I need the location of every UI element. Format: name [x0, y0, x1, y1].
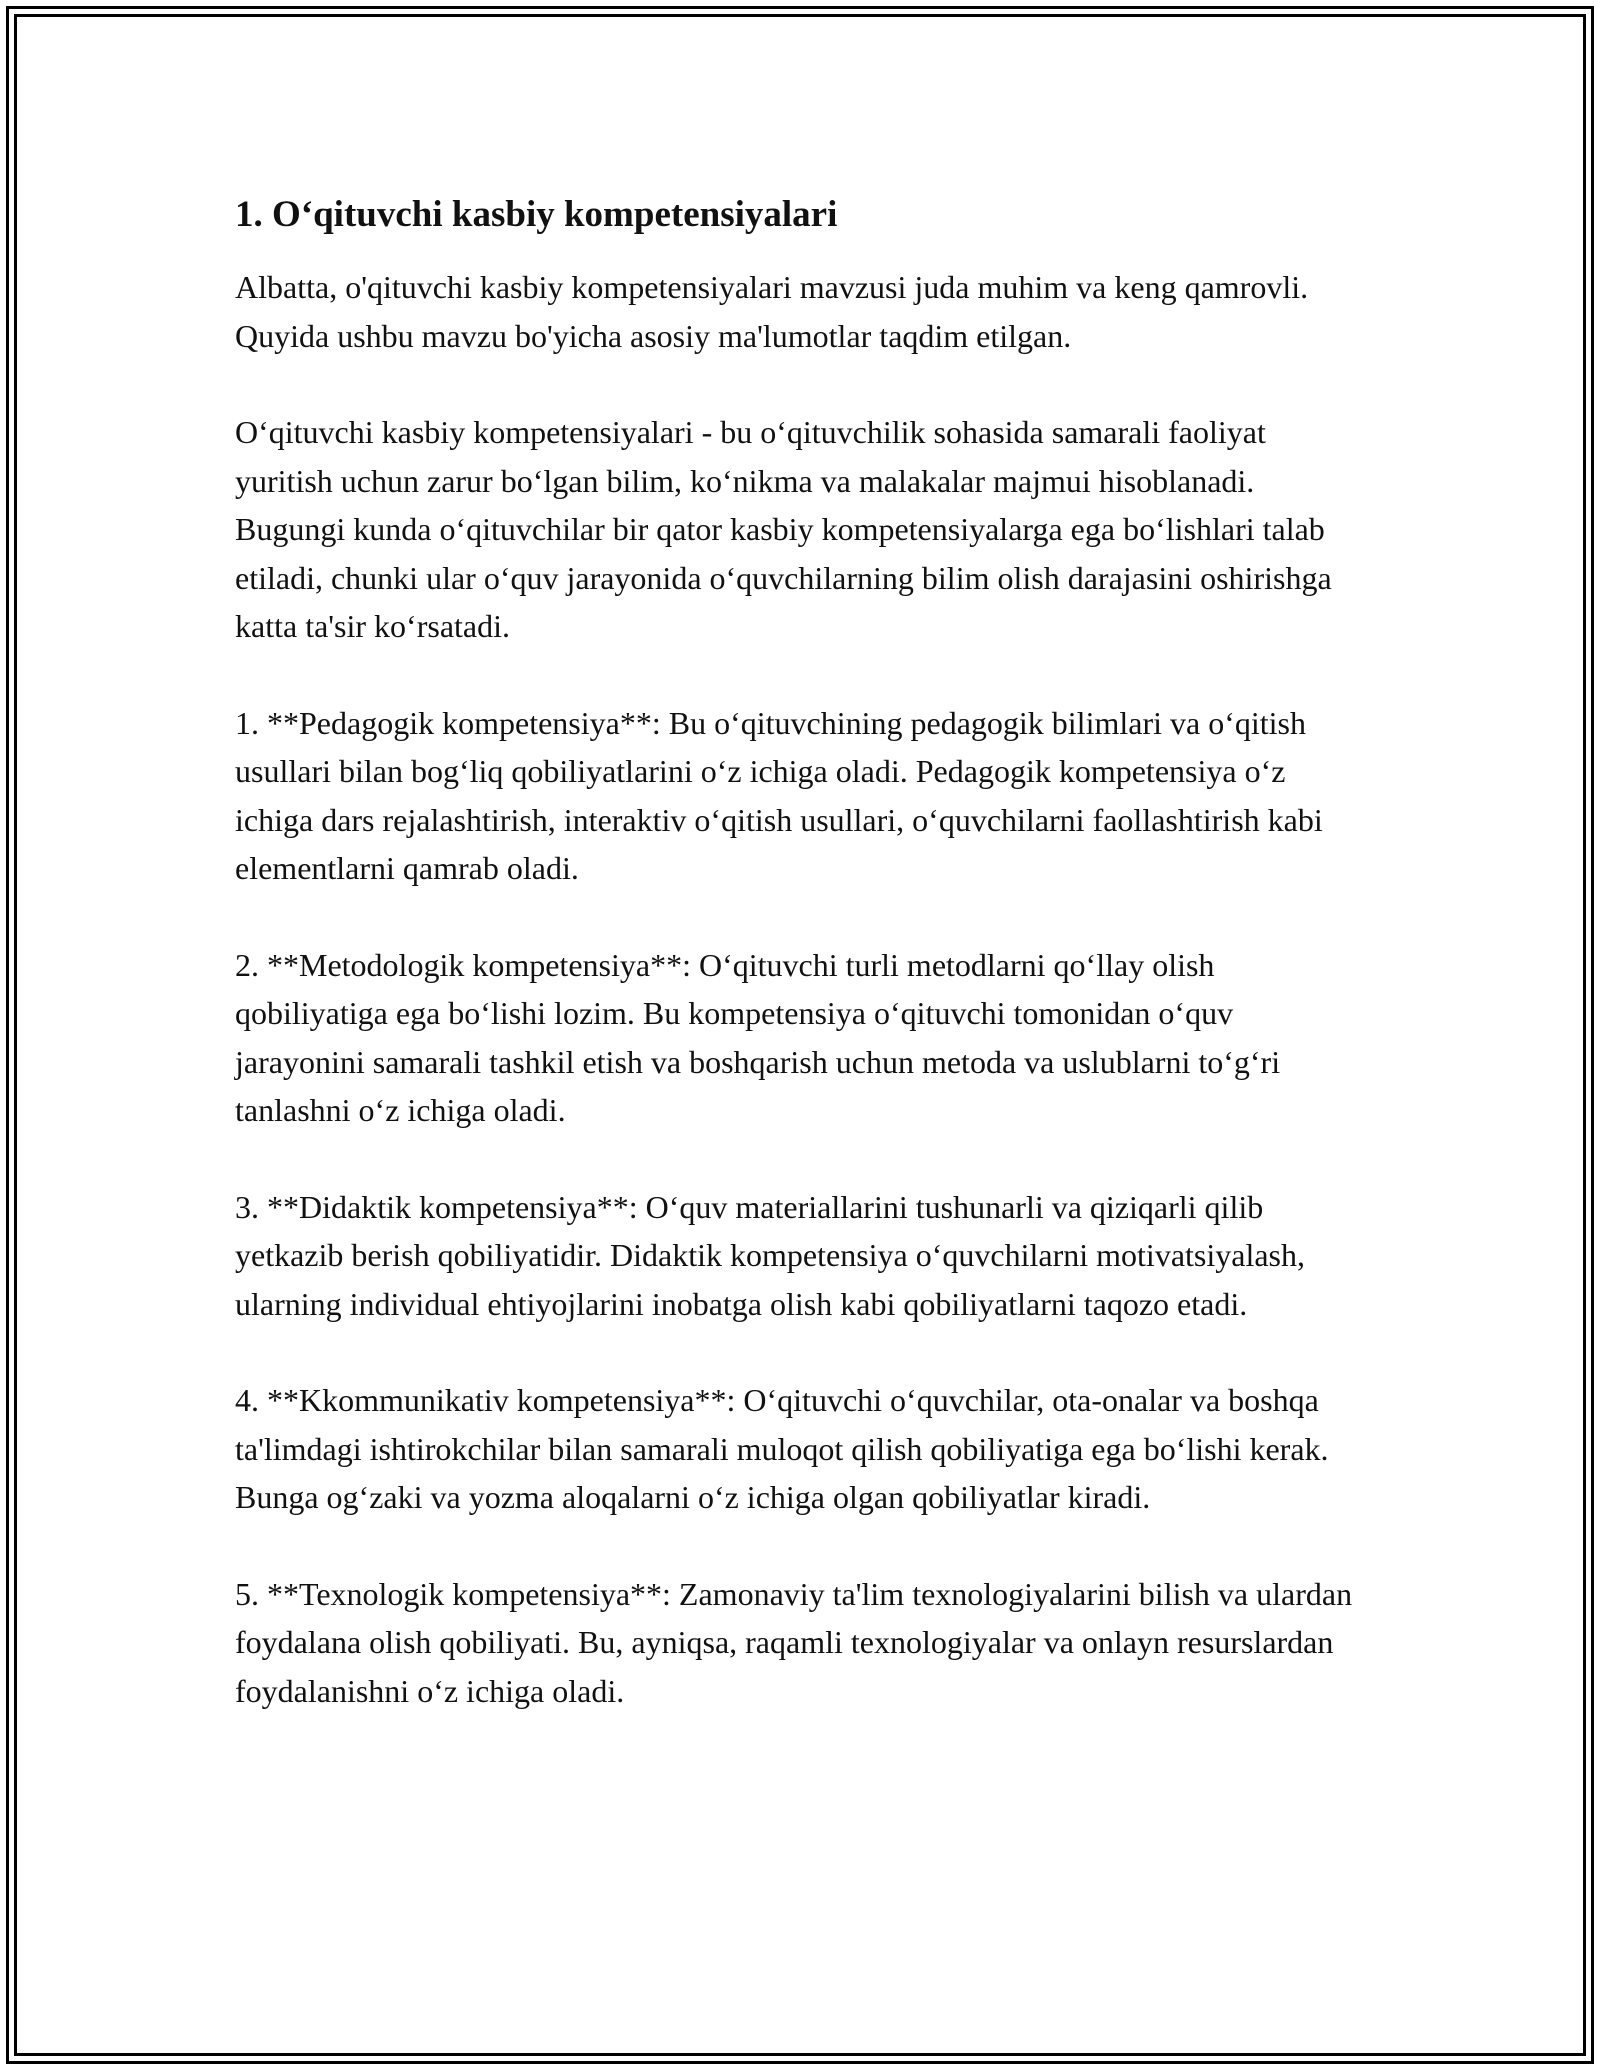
intro-paragraph: Albatta, o'qituvchi kasbiy kompetensiyalari mavzusi juda muhim va keng qamrovli. Quyida ushbu mavzu bo'yicha asosiy ma'lumotlar taqdim etilgan.: [235, 269, 1309, 354]
document-title: 1. O‘qituvchi kasbiy kompetensiyalari: [235, 194, 838, 235]
list-item-texnologik: 5. **Texnologik kompetensiya**: Zamonaviy ta'lim texnologiyalarini bilish va ulardan foydalana olish qobiliyati. Bu, ayniqsa, raqamli texnologiyalar va onlayn resurslardan foydalanishni o‘z ichiga oladi.: [235, 1575, 1353, 1709]
list-item-kommunikativ: 4. **Kkommunikativ kompetensiya**: O‘qituvchi o‘quvchilar, ota-onalar va boshqa ta'limdagi ishtirokchilar bilan samarali muloqot qilish qobiliyatiga ega bo‘lishi kerak. Bunga og‘zaki va yozma aloqalarni o‘z ichiga olgan qobiliyatlar kiradi.: [235, 1382, 1329, 1515]
definition-paragraph: O‘qituvchi kasbiy kompetensiyalari - bu o‘qituvchilik sohasida samarali faoliyat yuritish uchun zarur bo‘lgan bilim, ko‘nikma va malakalar majmui hisoblanadi. Bugungi kunda o‘qituvchilar bir qator kasbiy kompetensiyalarga ega bo‘lishlari talab etiladi, chunki ular o‘quv jarayonida o‘quvchilarning bilim olish darajasini oshirishga katta ta'sir ko‘rsatadi.: [235, 414, 1332, 644]
document-body: [235, 185, 1365, 1763]
list-item-metodologik: 2. **Metodologik kompetensiya**: O‘qituvchi turli metodlarni qo‘llay olish qobiliyatiga ega bo‘lishi lozim. Bu kompetensiya o‘qituvchi tomonidan o‘quv jarayonini samarali tashkil etish va boshqarish uchun metoda va uslublarni to‘g‘ri tanlashni o‘z ichiga oladi.: [235, 946, 1281, 1128]
list-item-pedagogik: 1. **Pedagogik kompetensiya**: Bu o‘qituvchining pedagogik bilimlari va o‘qitish usullari bilan bog‘liq qobiliyatlarini o‘z ichiga oladi. Pedagogik kompetensiya o‘z ichiga dars rejalashtirish, interaktiv o‘qitish usullari, o‘quvchilarni faollashtirish kabi elementlarni qamrab oladi.: [235, 704, 1323, 886]
list-item-didaktik: 3. **Didaktik kompetensiya**: O‘quv materiallarini tushunarli va qiziqarli qilib yetkazib berish qobiliyatidir. Didaktik kompetensiya o‘quvchilarni motivatsiyalash, ularning individual ehtiyojlarini inobatga olish kabi qobiliyatlarni taqozo etadi.: [235, 1188, 1305, 1322]
